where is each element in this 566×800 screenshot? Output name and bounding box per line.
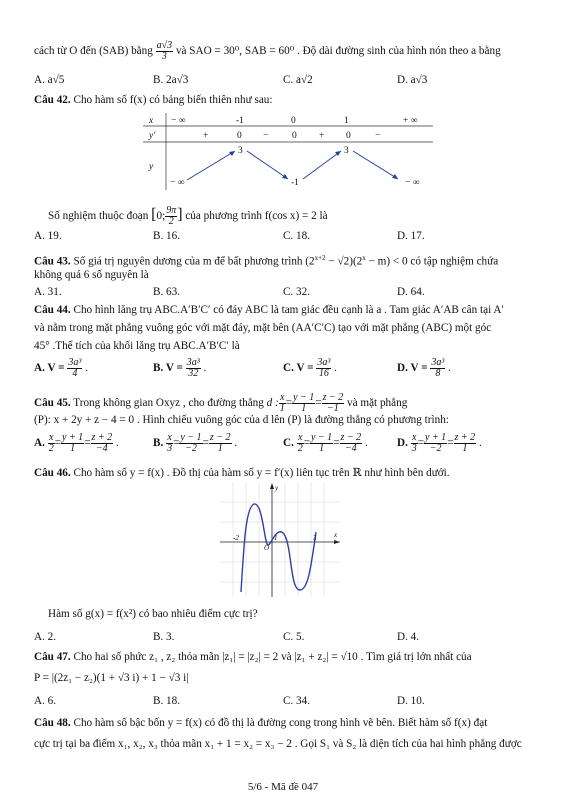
table-y-label: y: [149, 162, 154, 172]
table-y-val: 3: [344, 146, 349, 156]
top-line: [34, 41, 544, 62]
q44-opt-label: B. V =: [153, 362, 183, 375]
q45-text1-end: và mặt phẳng: [347, 397, 408, 410]
q45-text1: Trong không gian Oxyz , cho đường thẳng: [73, 397, 264, 410]
table-y-val: − ∞: [170, 178, 185, 188]
table-yp-label: y′: [149, 131, 156, 141]
q42-option-a: A. 19.: [34, 230, 62, 242]
graph-tick-1: 1: [274, 534, 278, 542]
q43-text1c: − m) < 0 có tập nghiệm chứa: [365, 255, 499, 268]
q47-option-d: D. 10.: [397, 695, 425, 707]
q45-d-num: z − 2: [322, 392, 344, 403]
table-sign: −: [263, 131, 269, 141]
q43-text1: Số giá trị nguyên dương của m để bất phương trình (2: [73, 255, 315, 268]
q44-opt-num: 3a³: [186, 357, 200, 368]
q48-title: Câu 48.: [34, 717, 71, 729]
q45-d-pre: d :: [266, 397, 279, 410]
q44-opt-num: 3a³: [317, 357, 331, 368]
q47-option-a: A. 6.: [34, 695, 57, 707]
top-frac-den: 3: [161, 51, 167, 62]
q44-opt-den: 16: [318, 368, 329, 379]
q44-option-c: C. V = $\frac{\text{3a³}}{16}$ .: [283, 357, 337, 379]
q42-line: [34, 93, 544, 107]
q44-opt-den: 8: [435, 368, 441, 379]
q44-option-b: B. V = $\frac{\text{3a³}}{32}$ .: [153, 357, 207, 379]
q44-opt-den: 32: [188, 368, 199, 379]
q46-text: Cho hàm số y = f(x) . Đồ thị của hàm số y = f′(x) liên tục trên ℝ như hình bên dưới.: [73, 467, 450, 479]
q44-text1: Cho hình lăng trụ ABC.A′B′C′ có đáy ABC là tam giác đều cạnh là a . Tam giác A′AB cân tại A′: [73, 304, 504, 316]
q43-title: Câu 43.: [34, 255, 71, 268]
q45-option-d: D. $\frac{x}{3}$ = $\frac{y + 1}{-2}$ = $\frac{z + 2}{1}$ .: [397, 432, 482, 454]
top-option-a: A. a√5: [34, 74, 65, 86]
q46-option-c: C. 5.: [283, 631, 305, 643]
table-y-val: -1: [291, 178, 299, 188]
q45-title: Câu 45.: [34, 397, 71, 410]
table-x-val: 1: [344, 116, 349, 126]
q42-text: Cho hàm số f(x) có bảng biến thiên như sau:: [73, 94, 273, 106]
q42-title: Câu 42.: [34, 94, 71, 106]
table-x-val: + ∞: [403, 116, 418, 126]
q45-option-c: C. $\frac{x}{2}$ = $\frac{y - 1}{1}$ = $\frac{z - 2}{-4}$ .: [283, 432, 368, 454]
top-option-d: D. a√3: [397, 74, 428, 86]
q42-question: Số nghiệm thuộc đoạn [0; $\frac{9\pi}{2}$ ] của phương trình f(cos x) = 2 là: [48, 205, 328, 227]
q45-option-a: A. $\frac{x}{2}$ = $\frac{y + 1}{1}$ = $\frac{z + 2}{-4}$ .: [34, 432, 119, 454]
q45-opt-label: D.: [397, 437, 408, 450]
q46-option-b: B. 3.: [153, 631, 175, 643]
derivative-curve: [241, 504, 316, 592]
q48-line-2: cực trị tại ba điểm x₁, x₂, x₃ thỏa mãn x₁ + 1 = x₂ = x₃ − 2 . Gọi S₁ và S₂ là diện tích của hai hình phẳng được: [34, 738, 522, 750]
q44-opt-num: 3a³: [68, 357, 82, 368]
q47-line-2: P = |(2z₁ − z₂)(1 + √3 i) + 1 − √3 i|: [34, 672, 189, 684]
q43-option-c: C. 32.: [283, 286, 311, 298]
graph-y-label: y: [275, 484, 279, 492]
graph-tick-3: 3: [313, 534, 317, 542]
graph-x-label: x: [334, 531, 338, 539]
q44-line-1: [34, 303, 544, 317]
table-sign: 0: [237, 131, 242, 141]
table-sign: 0: [292, 131, 297, 141]
table-y-val: 3: [238, 146, 243, 156]
q45-opt-label: B.: [153, 437, 164, 450]
variation-table: [143, 113, 433, 190]
q42-interval-frac: [165, 206, 177, 227]
q46-line: [34, 466, 544, 480]
table-y-val: − ∞: [405, 178, 420, 188]
top-option-c: C. a√2: [283, 74, 313, 86]
q45-d-num: y − 1: [293, 392, 315, 403]
table-x-label: x: [149, 116, 154, 126]
q44-line-3: 45° .Thể tích của khối lăng trụ ABC.A′B′C′ là: [34, 340, 240, 352]
q45-d-den: −1: [327, 403, 339, 414]
q43-line-1: [34, 251, 544, 269]
graph-tick-m2: -2: [233, 534, 239, 542]
q45-d-den: 1: [301, 403, 307, 414]
table-sign: +: [203, 131, 209, 141]
q44-opt-den: 4: [72, 368, 78, 379]
q45-line-2: (P): x + 2y + z − 4 = 0 . Hình chiếu vuông góc của d lên (P) là đường thẳng có phương trình:: [34, 414, 449, 426]
q42-option-c: C. 18.: [283, 230, 311, 242]
q44-opt-label: C. V =: [283, 362, 314, 375]
q47-text1: Cho hai số phức z₁ , z₂ thỏa mãn |z₁| = |z₂| = 2 và |z₁ + z₂| = √10 . Tìm giá trị lớn nhất của: [73, 651, 472, 663]
q46-question: [34, 607, 544, 621]
q44-line-2: và nằm trong mặt phẳng vuông góc với mặt đáy, mặt bên (AA′C′C) tạo với mặt phẳng (ABC) một góc: [34, 322, 492, 334]
q44-option-d: D. V = $\frac{\text{3a³}}{8}$ .: [397, 357, 451, 379]
q45-d-num: x: [280, 392, 285, 403]
q45-line-1: Câu 45. Trong không gian Oxyz , cho đường thẳng d : $\frac{x}{1}$ = $\frac{y - 1}{1}$ = $\frac{z - 2}{-1}$ và mặt phẳng: [34, 392, 408, 414]
q43-option-d: D. 64.: [397, 286, 425, 298]
table-x-val: 0: [291, 116, 296, 126]
graph-origin-label: O: [264, 544, 270, 552]
q44-opt-label: A. V =: [34, 362, 65, 375]
q42-option-b: B. 16.: [153, 230, 181, 242]
q43-text1b: − √2)(2: [325, 255, 363, 268]
q45-opt-label: A.: [34, 437, 45, 450]
q42-frac-den: 2: [168, 216, 174, 227]
q47-title: Câu 47.: [34, 651, 71, 663]
q42-interval-a: 0;: [156, 210, 166, 223]
q48-text1: Cho hàm số bậc bốn y = f(x) có đồ thị là đường cong trong hình vẽ bên. Biết hàm số f(x) đạt: [73, 717, 488, 729]
top-frac-num: a√3: [156, 40, 173, 51]
q42-question-post: của phương trình f(cos x) = 2 là: [185, 210, 328, 223]
q42-frac-num: 9π: [166, 205, 177, 216]
q48-line-1: [34, 716, 544, 730]
q45-option-b: B. $\frac{x}{3}$ = $\frac{y - 1}{-2}$ = $\frac{z - 2}{1}$ .: [153, 432, 238, 454]
top-angles: và SAO = 30⁰, SAB = 60⁰ . Độ dài đường sinh của hình nón theo a bằng: [175, 45, 501, 58]
q43-sup1: x+2: [314, 254, 326, 262]
table-x-val: − ∞: [171, 116, 186, 126]
q47-option-c: C. 34.: [283, 695, 311, 707]
top-intro: cách từ O đến (SAB) bằng: [34, 45, 153, 58]
q44-option-a: A. V = $\frac{\text{3a³}}{4}$ .: [34, 357, 88, 379]
q42-question-pre: Số nghiệm thuộc đoạn: [48, 210, 149, 223]
q47-line-1: [34, 650, 544, 664]
table-sign: 0: [346, 131, 351, 141]
q46-option-a: A. 2.: [34, 631, 57, 643]
q43-option-a: A. 31.: [34, 286, 62, 298]
q46-question-text: Hàm số g(x) = f(x²) có bao nhiêu điểm cực trị?: [48, 608, 258, 620]
q44-title: Câu 44.: [34, 304, 71, 316]
q43-sup2: x: [362, 254, 366, 262]
q47-option-b: B. 18.: [153, 695, 181, 707]
top-option-b: B. 2a√3: [153, 74, 189, 86]
q42-option-d: D. 17.: [397, 230, 425, 242]
q45-opt-label: C.: [283, 437, 294, 450]
q44-opt-num: 3a³: [431, 357, 445, 368]
q44-opt-label: D. V =: [397, 362, 428, 375]
q46-title: Câu 46.: [34, 467, 71, 479]
q43-line-2: không quá 6 số nguyên là: [34, 269, 149, 281]
q43-option-b: B. 63.: [153, 286, 181, 298]
q45-d-den: 1: [279, 403, 285, 414]
table-x-val: -1: [236, 116, 244, 126]
q46-option-d: D. 4.: [397, 631, 420, 643]
derivative-graph: [220, 482, 340, 597]
table-sign: −: [375, 131, 381, 141]
table-sign: +: [319, 131, 325, 141]
top-fraction: [156, 41, 174, 62]
page-footer: 5/6 - Mã đề 047: [247, 781, 319, 793]
